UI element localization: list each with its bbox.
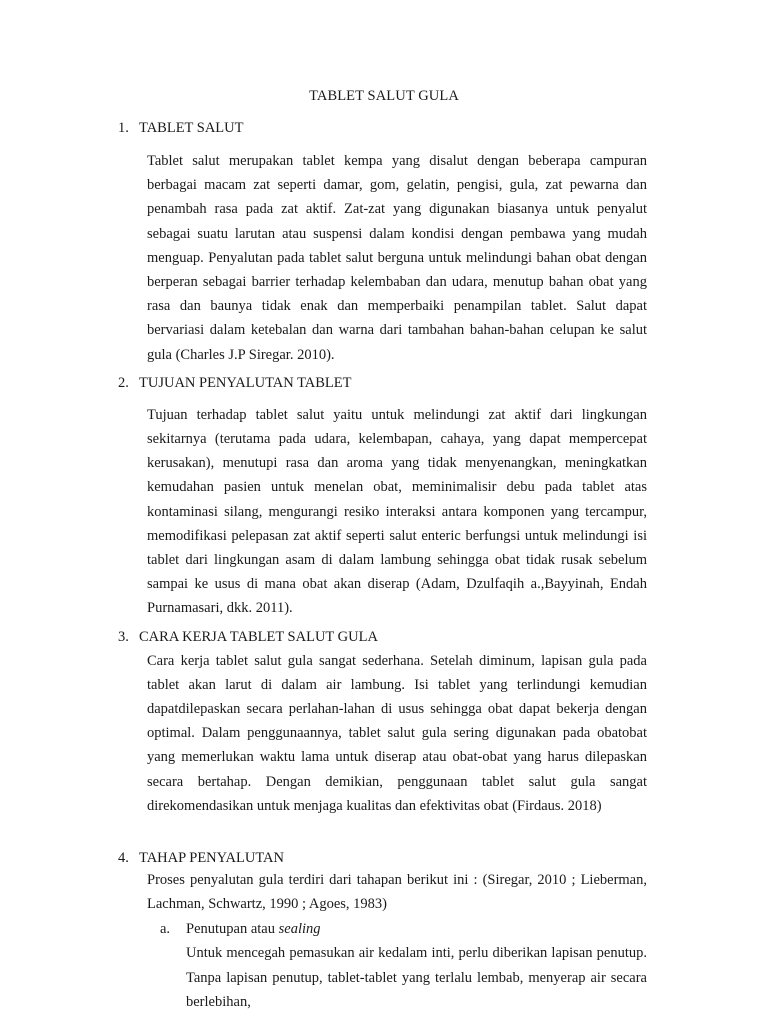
section-tahap-penyalutan: [118, 848, 646, 1014]
section-number: 1.: [118, 120, 129, 136]
section-cara-kerja: [118, 627, 646, 818]
subitem-heading: [147, 919, 647, 939]
subitem-label-plain: Penutupan atau: [186, 921, 279, 938]
section-body: Proses penyalutan gula terdiri dari tahapan berikut ini : (Siregar, 2010 ; Lieberman, Lachman, Schwartz, 1990 ; Agoes, 1983): [147, 872, 647, 913]
section-number: 4.: [118, 850, 129, 867]
section-heading: [118, 627, 646, 647]
section-heading-label: CARA KERJA TABLET SALUT GULA: [139, 628, 378, 645]
section-number: 2.: [118, 374, 129, 391]
section-tablet-salut: [118, 118, 646, 367]
section-heading-label: TAHAP PENYALUTAN: [139, 850, 284, 867]
section-heading: [118, 118, 646, 138]
section-body: Cara kerja tablet salut gula sangat sederhana. Setelah diminum, lapisan gula pada tablet akan larut di dalam air lambung. Isi tablet yang terlindungi kemudian dapatdilepaskan secara perlahan-lahan di usus sehingga obat dapat bekerja dengan optimal. Dalam penggunaannya, tablet salut gula sering digunakan pada obatobat yang memerlukan waktu lama untuk diserap atau obat-obat yang harus dilepaskan secara bertahap. Dengan demikian, penggunaan tablet salut gula sangat direkomendasikan untuk menjaga kualitas dan efektivitas obat (Firdaus. 2018): [147, 652, 647, 814]
subitem-body: Untuk mencegah pemasukan air kedalam inti, perlu diberikan lapisan penutup. Tanpa lapisan penutup, tablet-tablet yang terlalu lembab, menyerap air secara berlebihan,: [186, 945, 647, 1010]
section-body: Tablet salut merupakan tablet kempa yang disalut dengan beberapa campuran berbagai macam zat seperti damar, gom, gelatin, pengisi, gula, zat pewarna dan penambah rasa pada zat aktif. Zat-zat yang digunakan biasanya untuk penyalut sebagai suatu larutan atau suspensi dalam kondisi dengan pembawa yang mudah menguap. Penyalutan pada tablet salut berguna untuk melindungi bahan obat dengan berperan sebagai barrier terhadap kelembaban dan udara, menutup bahan obat yang rasa dan baunya tidak enak dan memperbaiki penampilan tablet. Salut dapat bervariasi dalam ketebalan dan warna dari tambahan bahan-bahan celupan ke salut gula (Charles J.P Siregar. 2010).: [147, 153, 647, 363]
section-tujuan-penyalutan: [118, 373, 646, 621]
subitem-sealing: [147, 919, 647, 1014]
section-heading: [118, 373, 646, 393]
subitem-label: [186, 919, 321, 939]
subitem-label-italic: sealing: [278, 921, 321, 938]
document-title: TABLET SALUT GULA: [309, 88, 459, 104]
section-body: Tujuan terhadap tablet salut yaitu untuk melindungi zat aktif dari lingkungan sekitarnya (terutama pada udara, kelembapan, cahaya, yang dapat mempercepat kerusakan), menutupi rasa dan aroma yang tidak menyenangkan, meningkatkan kemudahan pasien untuk menelan obat, meminimalisir debu pada tablet atas kontaminasi silang, mengurangi resiko interaksi antara komponen yang tercampur, memodifikasi pelepasan zat aktif seperti salut enteric berfungsi untuk melindungi isi tablet dari lingkungan asam di dalam lambung sehingga obat tidak rusak sebelum sampai ke usus di mana obat akan diserap (Adam, Dzulfaqih a.,Bayyinah, Endah Purnamasari, dkk. 2011).: [147, 406, 647, 617]
section-heading: [118, 848, 646, 868]
section-number: 3.: [118, 628, 129, 645]
subitem-letter: a.: [160, 921, 171, 938]
section-heading-label: TUJUAN PENYALUTAN TABLET: [139, 374, 352, 391]
section-heading-label: TABLET SALUT: [139, 120, 244, 136]
